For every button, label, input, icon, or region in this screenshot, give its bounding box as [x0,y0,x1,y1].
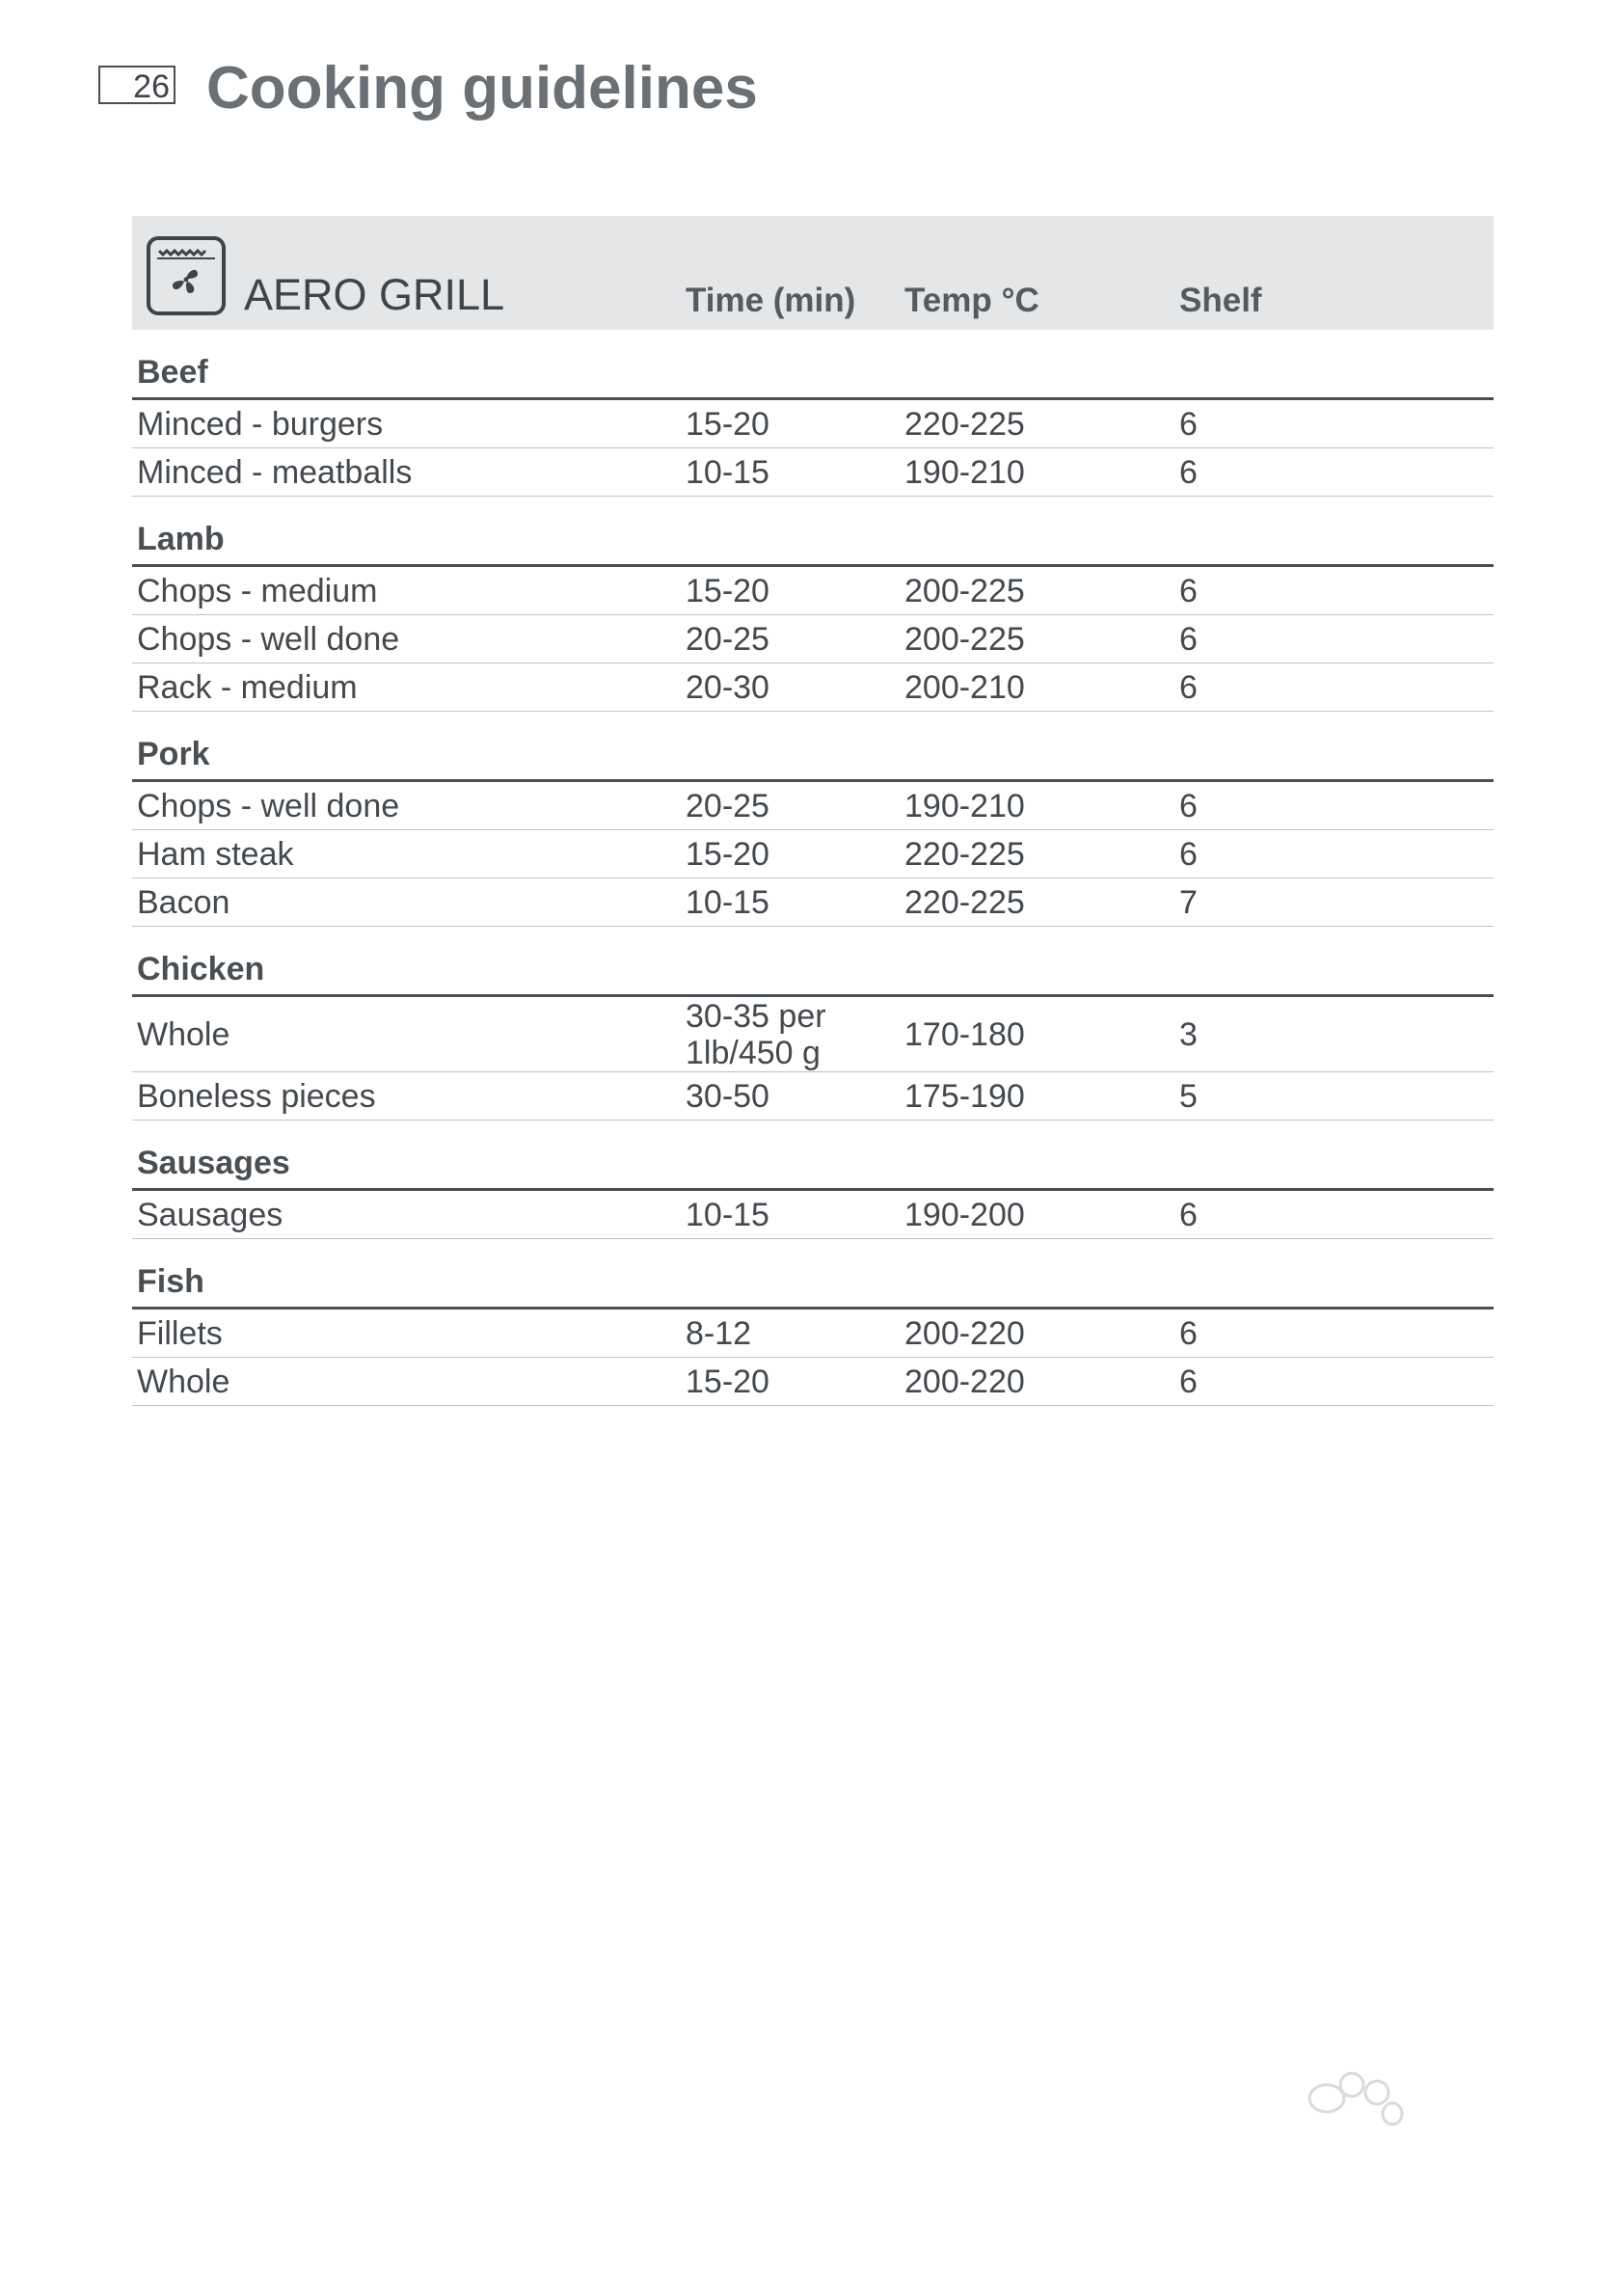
table-row [132,1310,1494,1358]
table-row [132,448,1494,497]
cell-item: Minced - meatballs [137,453,413,491]
cell-shelf: 6 [1179,453,1198,491]
cell-temp: 200-210 [904,668,1025,706]
cell-shelf: 6 [1179,835,1198,873]
cell-shelf: 6 [1179,1314,1198,1352]
cell-temp: 200-220 [904,1363,1025,1400]
cell-time: 15-20 [686,572,769,609]
cell-item: Chops - well done [137,787,400,824]
column-header-temp: Temp °C [904,282,1039,319]
cell-shelf: 5 [1179,1077,1198,1115]
cell-shelf: 6 [1179,668,1198,706]
cell-temp: 190-200 [904,1196,1025,1233]
table-row [132,1358,1494,1406]
table-row [132,1072,1494,1121]
cell-shelf: 6 [1179,787,1198,824]
cell-item: Rack - medium [137,668,358,706]
cell-time: 30-35 per 1lb/450 g [686,997,826,1071]
page-title: Cooking guidelines [206,55,758,122]
cell-time: 15-20 [686,1363,769,1400]
cell-time: 15-20 [686,835,769,873]
group-title-chicken [132,927,1494,997]
table-row [132,878,1494,927]
cell-time: 20-30 [686,668,769,706]
cell-item: Sausages [137,1196,283,1233]
cell-temp: 200-225 [904,572,1025,609]
cell-time: 20-25 [686,620,769,658]
table-row [132,567,1494,615]
cell-temp: 220-225 [904,405,1025,443]
cell-item: Minced - burgers [137,405,384,443]
group-label: Sausages [137,1145,290,1181]
page-number: 26 [98,66,175,104]
cell-item: Fillets [137,1314,223,1352]
column-header-time: Time (min) [686,282,856,319]
cell-item: Chops - well done [137,620,400,658]
cell-item: Bacon [137,883,230,921]
cell-shelf: 6 [1179,1363,1198,1400]
cell-temp: 175-190 [904,1077,1025,1115]
table-row [132,1191,1494,1239]
group-label: Fish [137,1263,204,1300]
group-label: Beef [137,354,208,391]
cell-temp: 170-180 [904,1015,1025,1053]
cell-item: Boneless pieces [137,1077,376,1115]
cell-time: 30-50 [686,1077,769,1115]
group-title-sausages [132,1121,1494,1191]
cooking-table [132,216,1494,1406]
cell-temp: 190-210 [904,453,1025,491]
cell-shelf: 6 [1179,620,1198,658]
cell-time: 10-15 [686,1196,769,1233]
group-label: Lamb [137,521,225,557]
mode-title: AERO GRILL [244,270,505,319]
cell-time: 10-15 [686,453,769,491]
cell-item: Ham steak [137,835,294,873]
group-label: Chicken [137,951,265,987]
group-label: Pork [137,736,210,772]
cell-temp: 200-225 [904,620,1025,658]
cell-item: Whole [137,1015,230,1053]
cell-item: Whole [137,1363,230,1400]
table-row [132,830,1494,878]
table-row [132,997,1494,1072]
group-title-lamb [132,497,1494,567]
table-row [132,782,1494,830]
group-title-pork [132,712,1494,782]
group-title-fish [132,1239,1494,1310]
cell-time: 10-15 [686,883,769,921]
cell-item: Chops - medium [137,572,378,609]
cell-shelf: 6 [1179,1196,1198,1233]
table-row [132,663,1494,712]
cell-shelf: 6 [1179,405,1198,443]
table-header [132,216,1494,330]
cell-temp: 200-220 [904,1314,1025,1352]
cell-time: 15-20 [686,405,769,443]
baidu-jingyan-watermark [1147,2064,1552,2247]
cell-shelf: 6 [1179,572,1198,609]
fan-grill-oven-icon [146,235,227,316]
cell-shelf: 7 [1179,883,1198,921]
cell-temp: 220-225 [904,835,1025,873]
cell-temp: 220-225 [904,883,1025,921]
column-header-shelf: Shelf [1179,282,1262,319]
cell-temp: 190-210 [904,787,1025,824]
cell-shelf: 3 [1179,1015,1198,1053]
cell-time: 20-25 [686,787,769,824]
table-row [132,400,1494,448]
table-body [132,330,1494,1406]
cell-time: 8-12 [686,1314,752,1352]
group-title-beef [132,330,1494,400]
table-row [132,615,1494,663]
